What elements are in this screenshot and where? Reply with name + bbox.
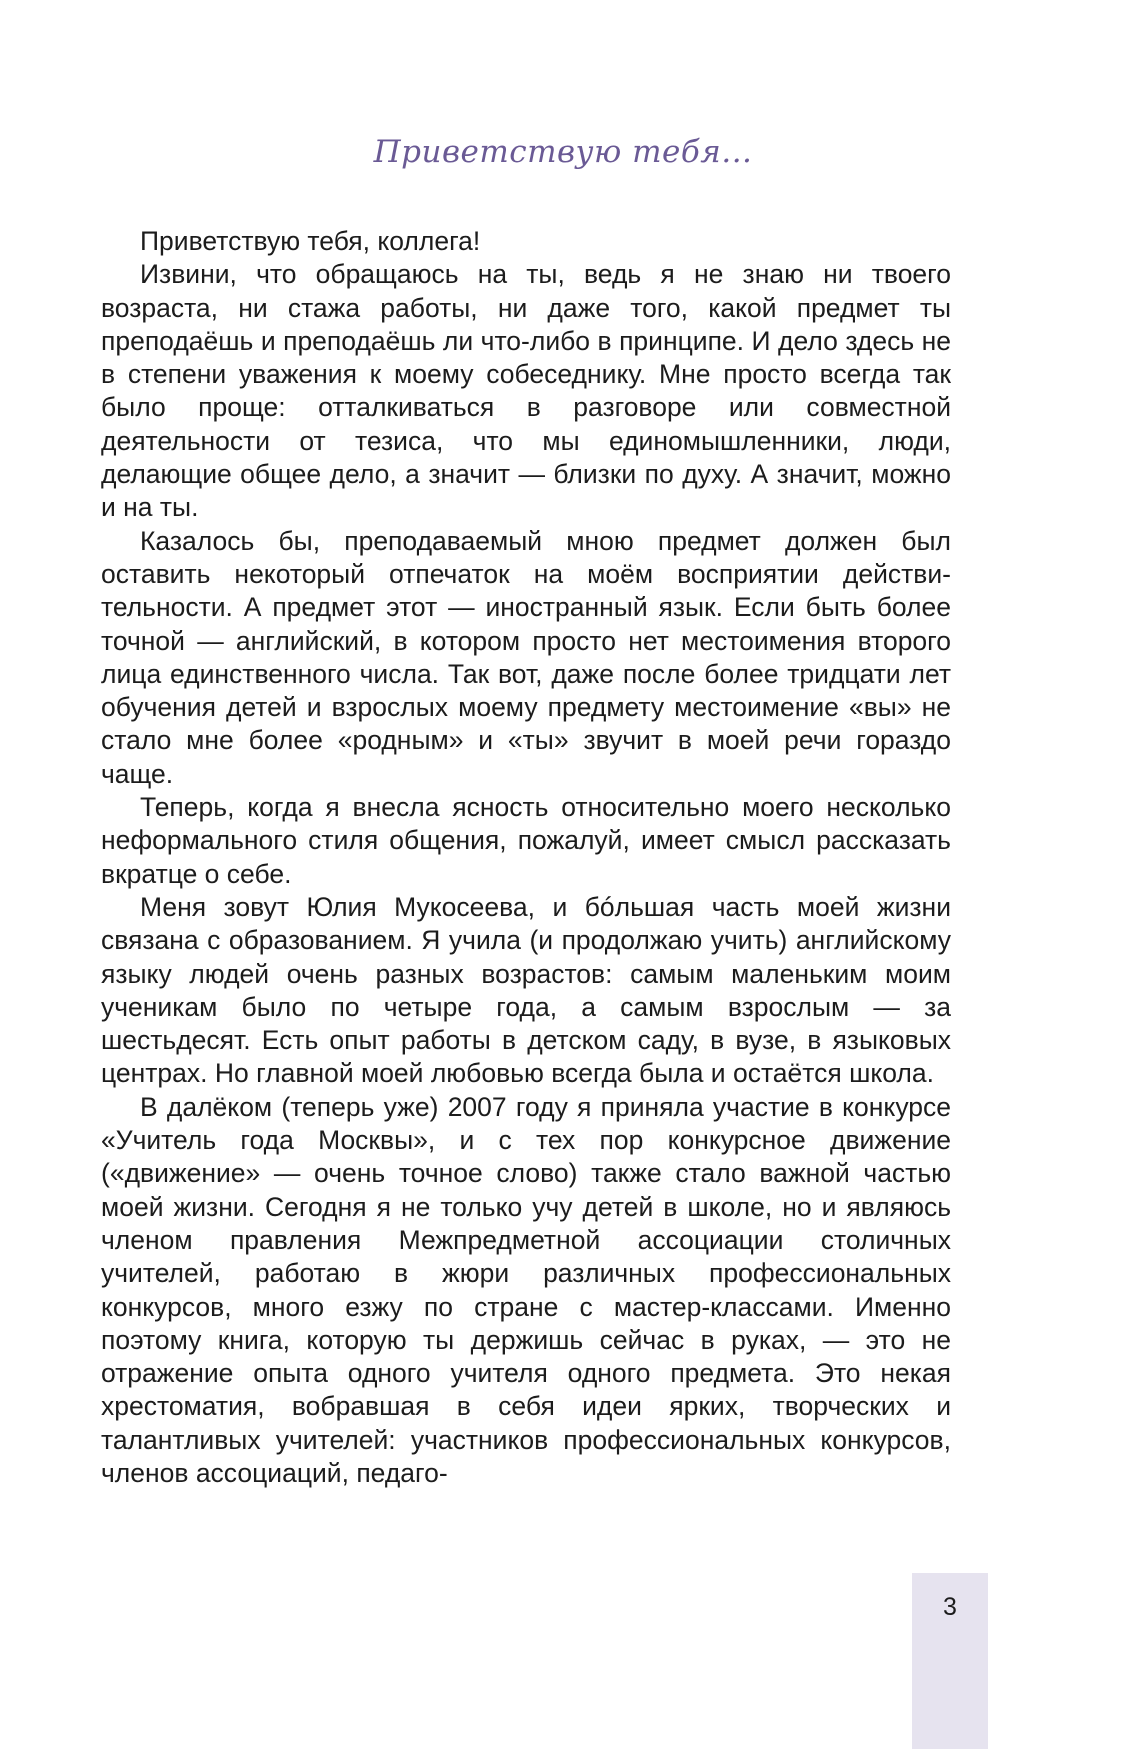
paragraph-greeting: Приветствую тебя, коллега!: [140, 226, 481, 256]
text-body: [101, 225, 951, 1490]
paragraph-clarity: Теперь, когда я внесла ясность относительно моего несколько неформального стиля общения, пожалуй, имеет смысл рассказать вкратце о себе.: [101, 792, 951, 889]
paragraph-subject: Казалось бы, преподаваемый мною предмет должен был оставить некоторый отпечаток на моём восприятии действительности. А предмет этот — иностранный язык. Если быть более точной — английский, в котором просто нет местоимения второго лица единственного числа. Так вот, даже после более тридцати лет обучения детей и взрослых моему предмету местоимение «вы» не стало мне более «родным» и «ты» звучит в моей речи гораздо чаще.: [101, 525, 951, 789]
paragraph-apology: Извини, что обращаюсь на ты, ведь я не знаю ни твоего возраста, ни стажа работы, ни даже того, какой предмет ты преподаёшь и преподаёшь ли что-либо в принципе. И дело здесь не в степени уважения к моему собеседнику. Мне просто всегда так было проще: отталкиваться в разговоре или совместной деятельности от тезиса, что мы единомышленники, люди, делающие общее дело, а значит — близки по духу. А значит, можно и на ты.: [101, 259, 951, 523]
page-number: 3: [943, 1593, 957, 1621]
page-number-tab: [912, 1573, 988, 1749]
page-title: Приветствую тебя...: [373, 134, 753, 170]
paragraph-about-author: Меня зовут Юлия Мукосеева, и бóльшая часть моей жизни связана с образованием. Я учила (и продолжаю учить) английскому языку людей очень разных возрастов: самым маленьким моим ученикам было по четыре года, а самым взрослым — за шестьдесят. Есть опыт работы в детском саду, в вузе, в языковых центрах. Но главной моей любовью всегда была и остаётся школа.: [101, 891, 951, 1089]
paragraph-competition: В далёком (теперь уже) 2007 году я приняла участие в конкурсе «Учитель года Москвы», и с тех пор конкурсное движение («движение» — очень точное слово) также стало важной частью моей жизни. Сегодня я не только учу детей в школе, но и являюсь членом правления Межпредметной ассоциации столичных учителей, работаю в жюри различных профессиональных конкурсов, много езжу по стране с мастер-классами. Именно поэтому книга, которую ты держишь сейчас в руках, — это не отражение опыта одного учителя одного предмета. Это некая хрестоматия, вобравшая в себя идеи ярких, творческих и талантливых учителей: участников профессиональных конкурсов, членов ассоциаций, педаго-: [101, 1091, 951, 1488]
